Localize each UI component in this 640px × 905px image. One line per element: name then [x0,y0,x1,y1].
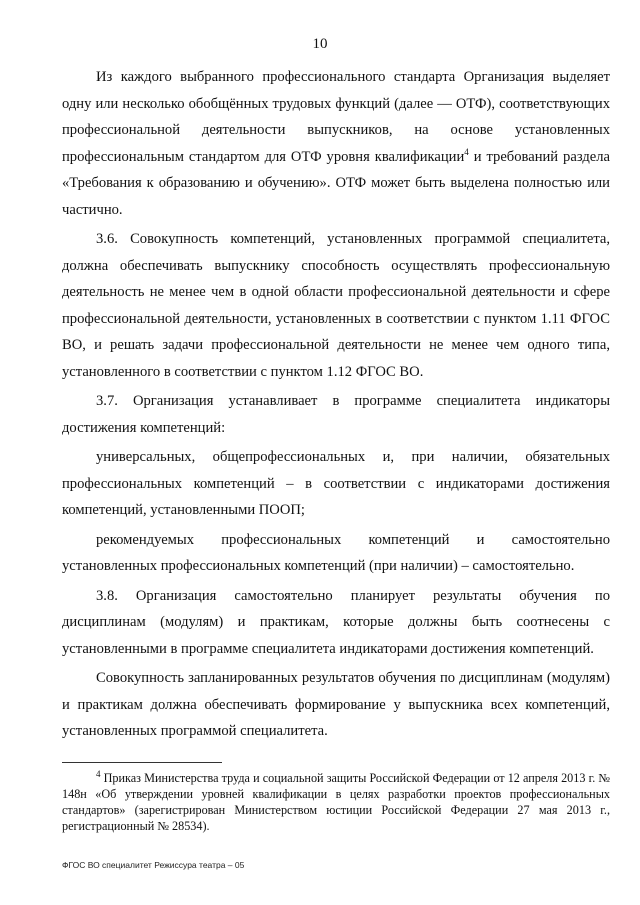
paragraph-3-8: 3.8. Организация самостоятельно планирует результаты обучения по дисциплинам (модулям) и практикам, которые должны быть соотнесены с установленными в программе специалитета индикаторами достижения компетенций. [62,587,610,657]
paragraph-3-7: 3.7. Организация устанавливает в программе специалитета индикаторы достижения компетенций: [62,393,610,436]
footnote-number: 4 [96,768,101,779]
page-footer: ФГОС ВО специалитет Режиссура театра – 05 [62,860,245,870]
paragraph-text-tail: и требований раздела «Требования к образованию и обучению». ОТФ может быть выделена полностью или частично. [62,148,610,218]
paragraph-otf [62,64,610,223]
footnote-separator [62,762,222,763]
page-number: 10 [312,36,328,52]
paragraph-3-6: 3.6. Совокупность компетенций, установленных программой специалитета, должна обеспечивать выпускнику способность осуществлять профессиональную деятельность не менее чем в одной области профессиональной деятельности и сфере профессиональной деятельности, установленных в соответствии с пунктом 1.11 ФГОС ВО, и решать задачи профессиональной деятельности не менее чем одного типа, установленного в соответствии с пунктом 1.12 ФГОС ВО. [62,231,610,380]
paragraph-universal-competencies: универсальных, общепрофессиональных и, при наличии, обязательных профессиональных компетенций – в соответствии с индикаторами достижения компетенций, установленными ПООП; [62,449,610,518]
footnote-text: Приказ Министерства труда и социальной защиты Российской Федерации от 12 апреля 2013 г. № 148н «Об утверждении уровней квалификации в целях разработки проектов профессиональных стандартов» (зарегистрирован Министерством юстиции Российской Федерации 27 мая 2013 г., регистрационный № 28534). [62,771,610,833]
paragraph-learning-outcomes: Совокупность запланированных результатов обучения по дисциплинам (модулям) и практикам должна обеспечивать формирование у выпускника всех компетенций, установленных программой специалитета. [62,670,610,739]
footnote-reference[interactable]: 4 [464,146,469,157]
footnote [62,770,610,834]
paragraph-text: Из каждого выбранного профессионального стандарта Организация выделяет одну или несколько обобщённых трудовых функций (далее — ОТФ), соответствующих профессиональной деятельности выпускников, на основе установленных профессиональным стандартом для ОТФ уровня квалификации [62,69,610,165]
paragraph-recommended-competencies: рекомендуемых профессиональных компетенций и самостоятельно установленных профессиональных компетенций (при наличии) – самостоятельно. [62,531,610,574]
body-text [62,64,610,748]
